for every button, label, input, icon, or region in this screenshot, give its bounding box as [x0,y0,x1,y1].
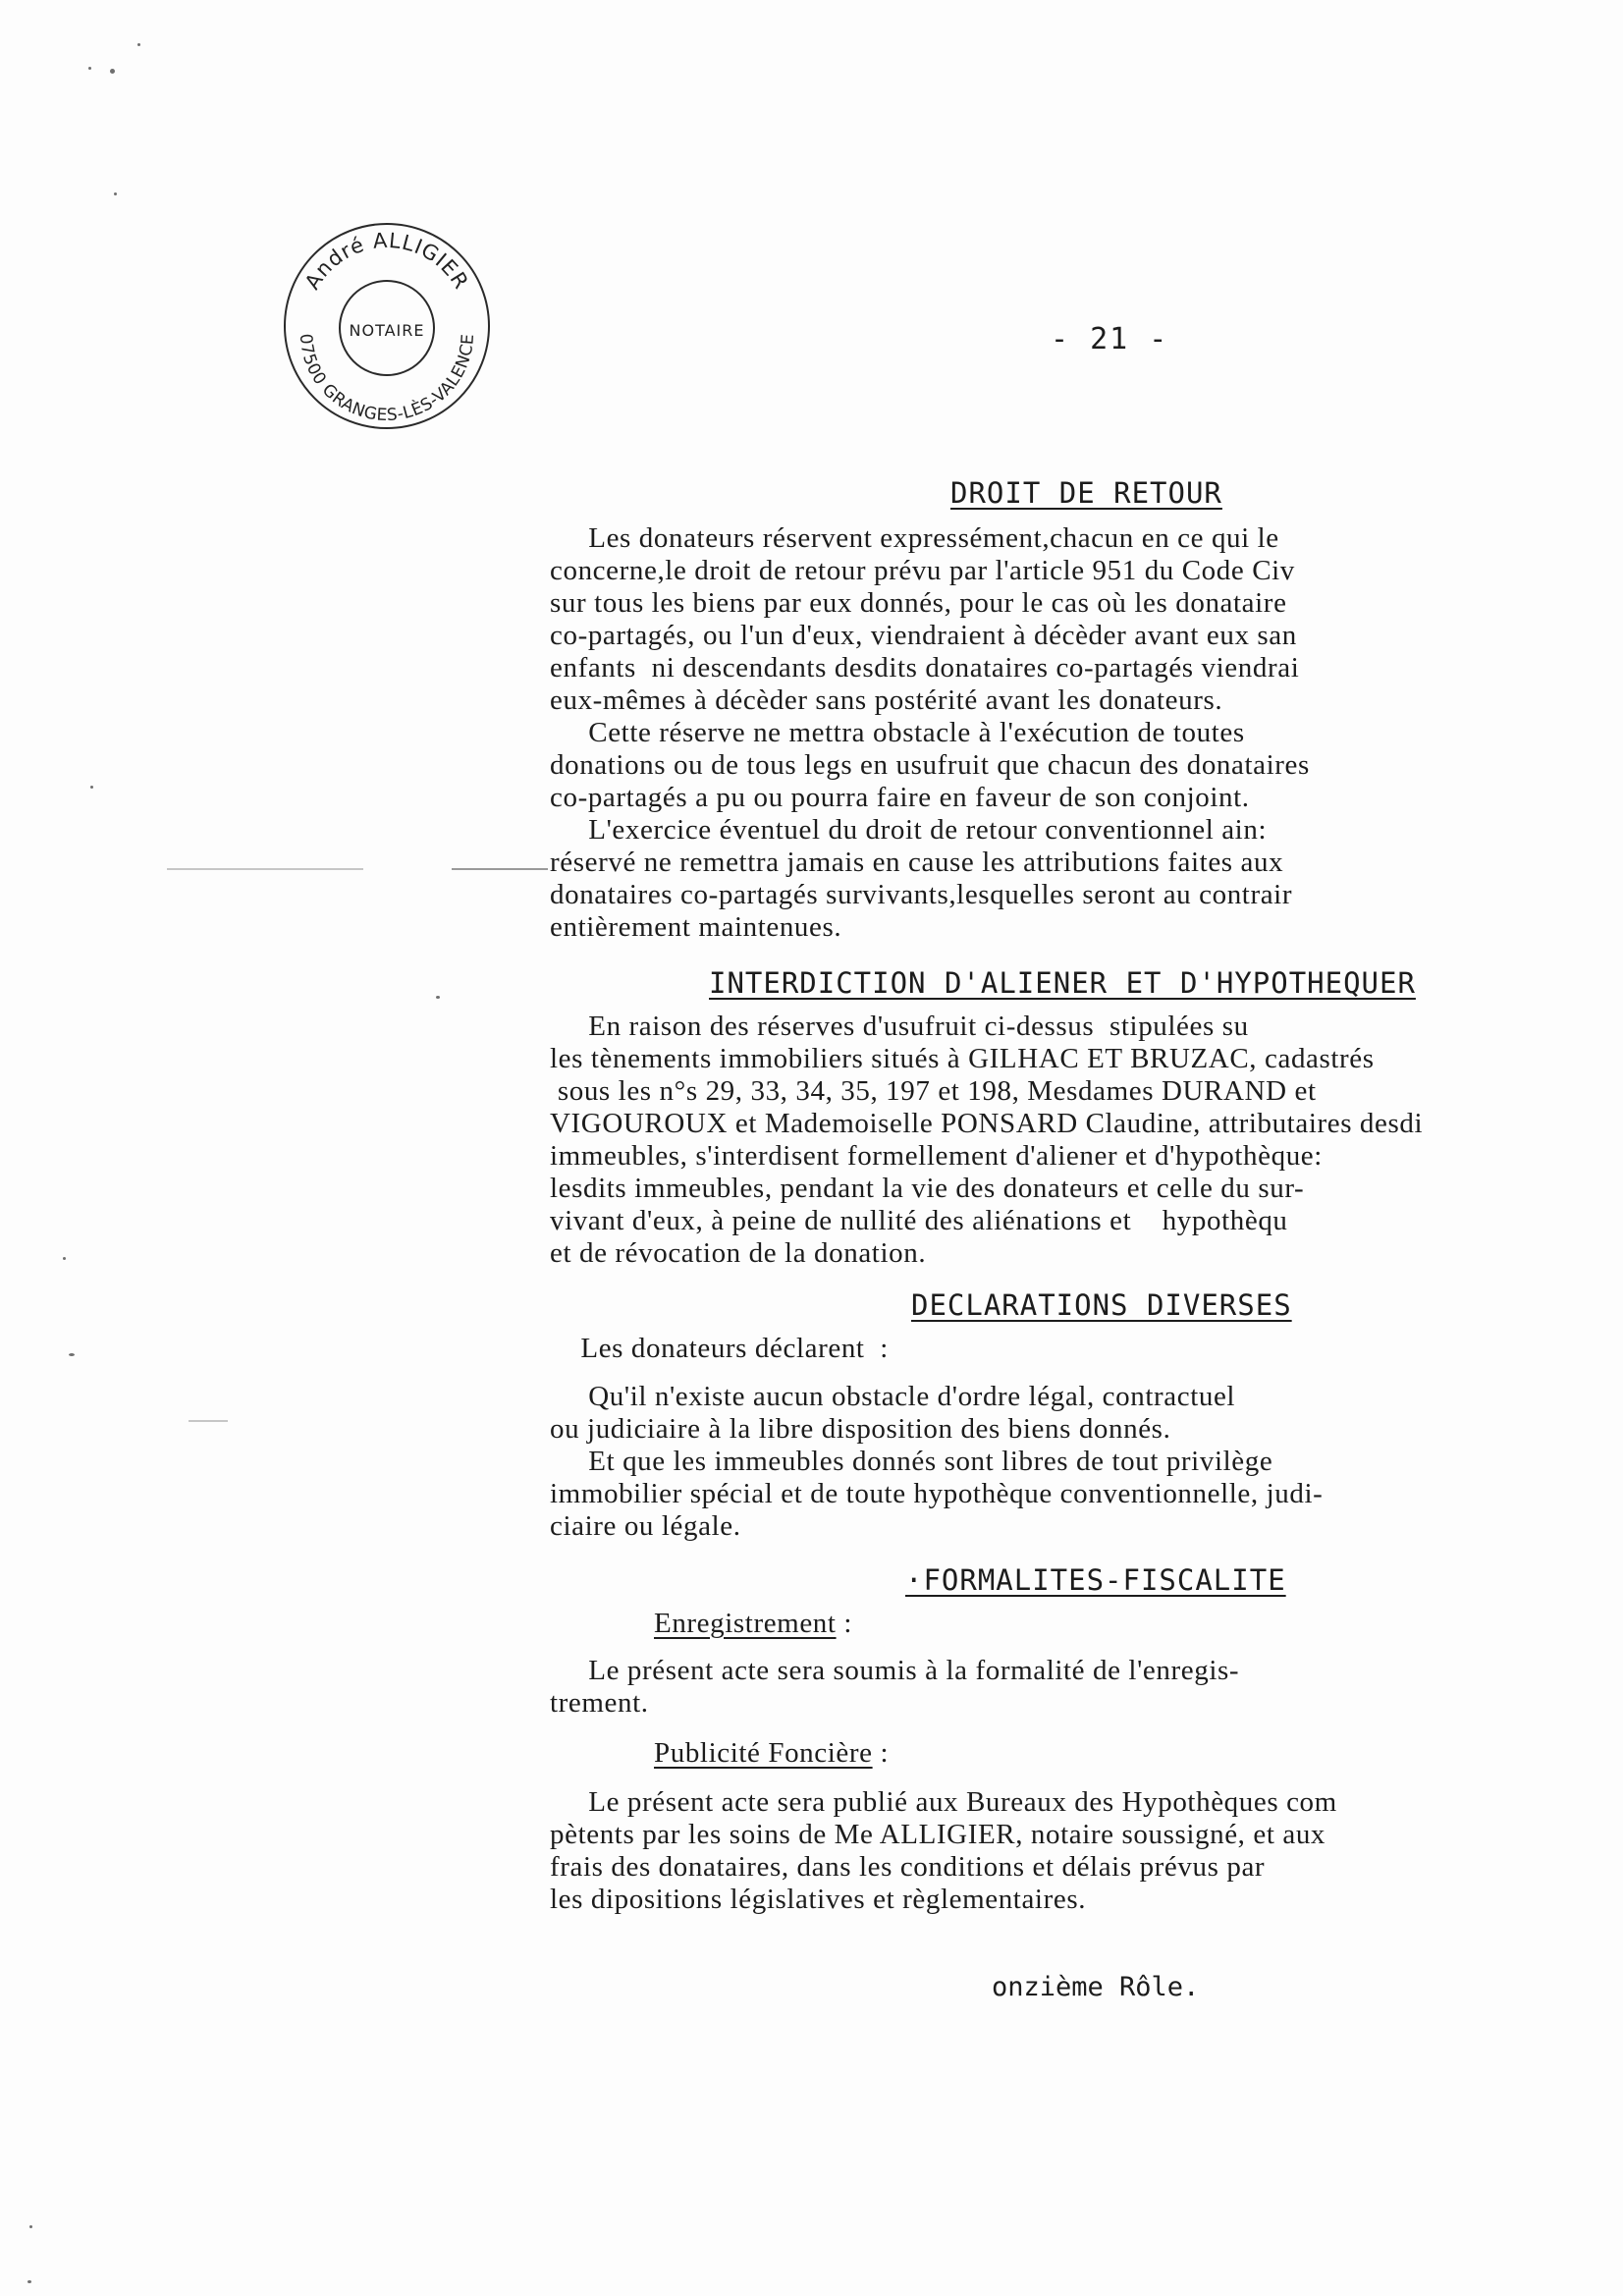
text-line: eux-mêmes à décèder sans postérité avant les donateurs. [550,684,1223,716]
scan-speck [90,786,93,789]
text-line: Le présent acte sera soumis à la formalité de l'enregis- [550,1655,1240,1686]
text-line: Les donateurs réservent expressément,chacun en ce qui le [550,522,1279,554]
stamp-center-text: NOTAIRE [349,321,425,340]
text-line: donations ou de tous legs en usufruit que chacun des donataires [550,749,1310,781]
scan-smudge [167,868,363,870]
scan-smudge [189,1420,228,1422]
subheading-publicite [654,1737,1610,1786]
stamp-arc-top-text: André ALLIGIER [299,228,474,294]
text-line: Le présent acte sera publié aux Bureaux des Hypothèques com [550,1786,1337,1818]
text-line: entièrement maintenues. [550,911,842,943]
text-line: Qu'il n'existe aucun obstacle d'ordre légal, contractuel [550,1381,1236,1412]
section-heading: DECLARATIONS DIVERSES [911,1288,1292,1322]
text-line: immobilier spécial et de toute hypothèque conventionnelle, judi- [550,1478,1324,1509]
scan-speck [63,1257,66,1260]
scan-speck [436,996,440,999]
text-line: et de révocation de la donation. [550,1237,927,1269]
section-formalites [550,1564,1610,1916]
text-line: donataires co-partagés survivants,lesquelles seront au contrair [550,879,1293,910]
text-line: immeubles, s'interdisent formellement d'aliener et d'hypothèque: [550,1140,1323,1172]
text-line: concerne,le droit de retour prévu par l'article 951 du Code Civ [550,555,1295,586]
document-body [550,477,1610,1916]
text-line: Les donateurs déclarent : [550,1333,889,1364]
text-line: les dipositions législatives et règlementaires. [550,1884,1087,1915]
text-line: ou judiciaire à la libre disposition des biens donnés. [550,1413,1171,1445]
scan-speck [88,67,91,70]
text-line: VIGOUROUX et Mademoiselle PONSARD Claudine, attributaires desdi [550,1108,1424,1139]
text-line: les tènements immobiliers situés à GILHAC ET BRUZAC, cadastrés [550,1043,1375,1074]
text-line: pètents par les soins de Me ALLIGIER, notaire soussigné, et aux [550,1819,1326,1850]
section-heading: DROIT DE RETOUR [950,476,1222,510]
text-line: sur tous les biens par eux donnés, pour le cas où les donataire [550,587,1287,619]
text-line: En raison des réserves d'usufruit ci-dessus stipulées su [550,1011,1249,1042]
subheading-title: Publicité Foncière [654,1737,873,1769]
notary-stamp [279,218,495,434]
text-line: Cette réserve ne mettra obstacle à l'exécution de toutes [550,717,1245,748]
scan-speck [69,1353,75,1356]
text-line: L'exercice éventuel du droit de retour conventionnel ain: [550,814,1268,846]
text-line: frais des donataires, dans les conditions et délais prévus par [550,1851,1266,1883]
scan-speck [110,69,115,74]
text-line: vivant d'eux, à peine de nullité des aliénations et hypothèqu [550,1205,1288,1236]
text-line: lesdits immeubles, pendant la vie des donateurs et celle du sur- [550,1173,1305,1204]
text-line: co-partagés, ou l'un d'eux, viendraient à décèder avant eux san [550,620,1297,651]
scan-speck [27,2280,31,2283]
section-heading: INTERDICTION D'ALIENER ET D'HYPOTHEQUER [709,966,1416,1000]
page-number: - 21 - [1051,322,1169,356]
text-line: Et que les immeubles donnés sont libres de tout privilège [550,1446,1273,1477]
section-interdiction [550,967,1610,1270]
subheading-title: Enregistrement [654,1608,837,1639]
scan-smudge [452,868,548,870]
text-line: réservé ne remettra jamais en cause les attributions faites aux [550,847,1284,878]
scan-speck [137,43,140,46]
text-line: ciaire ou légale. [550,1510,741,1542]
subheading-colon: : [836,1608,853,1639]
text-line: co-partagés a pu ou pourra faire en faveur de son conjoint. [550,782,1250,813]
scan-speck [29,2225,32,2228]
footer-role: onzième Rôle. [992,1972,1200,2002]
section-droit-de-retour [550,477,1610,944]
text-line: sous les n°s 29, 33, 34, 35, 197 et 198, Mesdames DURAND et [550,1075,1317,1107]
scan-speck [114,192,117,195]
subheading-enregistrement [654,1608,1610,1655]
text-line: trement. [550,1687,649,1719]
section-heading: ·FORMALITES-FISCALITE [905,1563,1286,1597]
text-line: enfants ni descendants desdits donataires co-partagés viendrai [550,652,1300,683]
stamp-arc-bottom-text: 07500 GRANGES-LÈS-VALENCE [295,333,479,426]
subheading-colon: : [872,1737,890,1769]
section-declarations [550,1289,1610,1543]
